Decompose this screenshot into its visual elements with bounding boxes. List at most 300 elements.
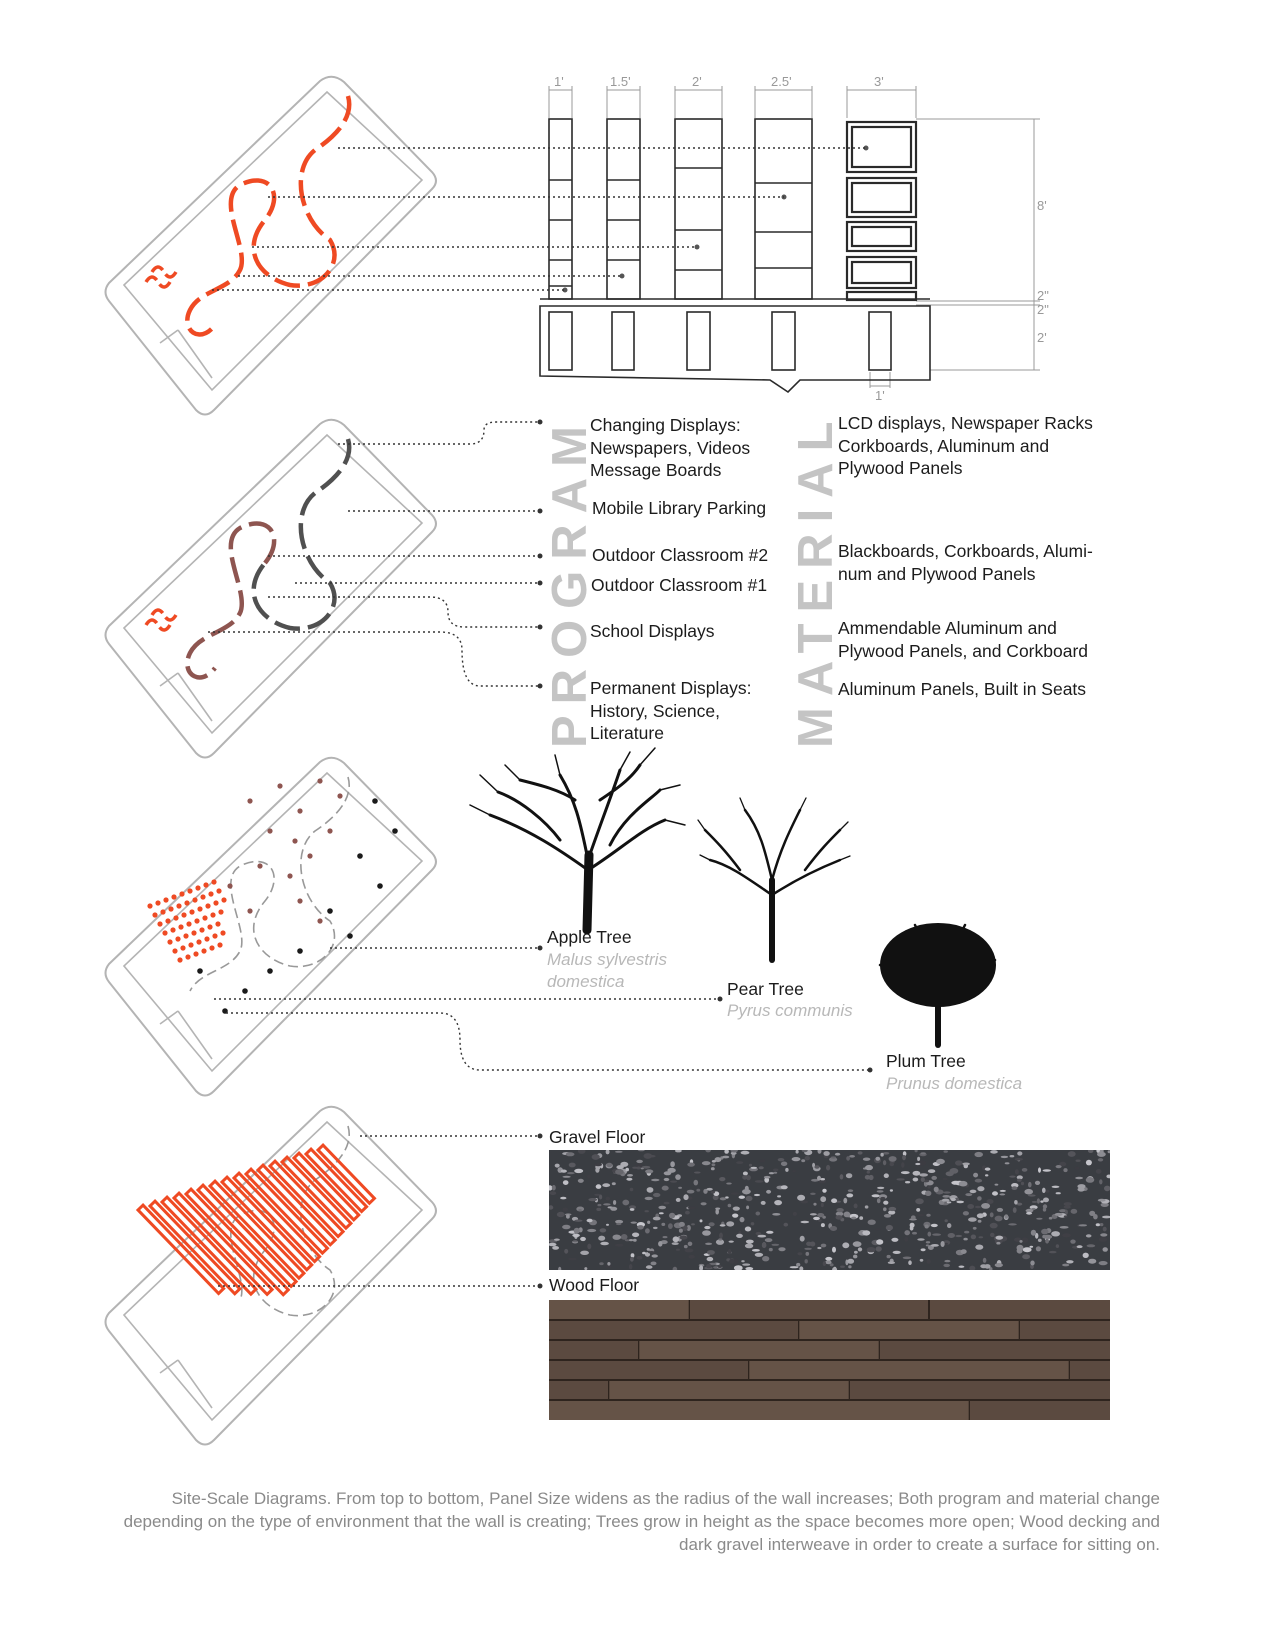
gravel-stone [653,1217,661,1221]
gravel-stone [995,1216,1003,1222]
gravel-stone [853,1241,862,1247]
gravel-stone [600,1228,607,1232]
gravel-stone [968,1217,977,1221]
gravel-stone [557,1212,565,1217]
height-label-2in-a: 2" [1037,288,1049,303]
gravel-stone [1028,1182,1032,1188]
gravel-stone [825,1257,832,1261]
gravel-stone [817,1247,821,1249]
gravel-stone [594,1163,602,1166]
apple-tree-dot [181,912,186,917]
gravel-stone [694,1172,701,1174]
gravel-stone [1017,1179,1022,1182]
apple-tree-dot [176,903,181,908]
program-permanent-displays: Permanent Displays: History, Science, Literature [590,678,752,743]
gravel-stone [985,1168,991,1171]
gravel-stone [629,1264,632,1269]
gravel-stone [910,1226,914,1231]
gravel-stone [977,1186,984,1191]
apple-tree-dot [209,945,214,950]
gravel-stone [742,1263,750,1265]
gravel-stone [630,1188,634,1191]
gravel-stone [1056,1244,1059,1248]
gravel-stone [863,1158,870,1161]
gravel-stone [893,1251,901,1254]
gravel-stone [606,1197,610,1201]
gravel-stone [664,1178,670,1181]
gravel-stone [549,1205,553,1209]
material-lcd-displays: LCD displays, Newspaper Racks Corkboards, Aluminum and Plywood Panels [838,413,1093,478]
gravel-stone [773,1172,777,1174]
gravel-stone [925,1225,929,1229]
apple-tree-dot [201,948,206,953]
apple-tree-dot [165,918,170,923]
footing-label-1ft: 1' [875,388,885,403]
gravel-stone [1045,1190,1049,1193]
gravel-stone [1064,1202,1072,1206]
apple-tree-dot [221,897,226,902]
gravel-stone [928,1232,932,1237]
gravel-stone [990,1233,995,1237]
gravel-stone [984,1264,990,1269]
gravel-stone [990,1150,998,1154]
gravel-stone [955,1235,962,1237]
gravel-stone [877,1190,884,1192]
gravel-stone [746,1196,753,1201]
gravel-stone [990,1223,998,1229]
material-aluminum-panels: Aluminum Panels, Built in Seats [838,679,1087,699]
program-changing-displays: Changing Displays: Newspapers, Videos Message Boards [590,415,751,480]
plum-tree-dot [267,968,273,974]
gravel-stone [587,1229,596,1232]
gravel-stone [564,1249,568,1254]
gravel-stone [729,1241,734,1243]
gravel-stone [1019,1240,1022,1243]
gravel-stone [821,1203,824,1207]
gravel-stone [973,1227,977,1230]
gravel-stone [1012,1186,1018,1190]
gravel-stone [653,1227,658,1229]
gravel-stone [759,1166,764,1169]
gravel-stone [1022,1237,1028,1243]
site-plan-4 [106,1107,437,1445]
gravel-stone [755,1253,763,1257]
gravel-stone [615,1244,623,1247]
gravel-stone [832,1267,837,1270]
pear-tree-dot [267,828,272,833]
gravel-stone [979,1236,984,1238]
gravel-stone [901,1171,910,1174]
material-heading: MATERIAL [789,410,843,748]
gravel-stone [995,1263,1003,1267]
gravel-stone [607,1262,610,1266]
gravel-stone [781,1162,787,1167]
gravel-stone [664,1202,670,1205]
gravel-stone [610,1207,617,1211]
gravel-stone [1096,1169,1102,1174]
pear-tree-dot [277,783,282,788]
gravel-stone [566,1214,570,1218]
gravel-stone [926,1214,930,1217]
gravel-stone [672,1242,679,1245]
gravel-stone [676,1198,681,1202]
program-outdoor-classroom-2: Outdoor Classroom #2 [592,545,769,565]
gravel-stone [629,1239,633,1241]
gravel-stone [1014,1200,1018,1205]
gravel-stone [722,1156,729,1159]
pear-tree-dot [337,793,342,798]
gravel-stone [963,1238,967,1241]
gravel-stone [785,1168,788,1172]
gravel-stone [769,1172,774,1174]
gravel-stone [1043,1169,1051,1172]
apple-tree-dot [160,909,165,914]
gravel-stone [1089,1211,1095,1216]
gravel-stone [853,1255,857,1259]
gravel-stone [573,1240,578,1242]
gravel-stone [814,1165,819,1169]
gravel-stone [652,1254,658,1257]
gravel-stone [995,1184,999,1186]
gravel-stone [959,1266,965,1268]
gravel-stone [876,1239,883,1244]
leader-lines [208,148,870,1286]
gravel-stone [600,1242,609,1246]
gravel-stone [1017,1245,1024,1251]
gravel-stone [917,1157,920,1161]
gravel-stone [1032,1201,1037,1203]
gravel-stone [1103,1227,1107,1232]
gravel-stone [705,1150,711,1152]
gravel-stone [888,1261,895,1264]
gravel-stone [765,1238,773,1242]
gravel-stone [761,1201,766,1205]
gravel-stone [742,1175,747,1180]
gravel-stone [715,1209,719,1215]
gravel-stone [1013,1207,1017,1213]
gravel-stone [1062,1233,1071,1237]
gravel-stone [820,1196,826,1202]
gravel-stone [1043,1198,1049,1203]
gravel-stone [675,1150,682,1152]
gravel-stone [901,1162,904,1168]
gravel-stone [1066,1260,1073,1263]
gravel-stone [684,1245,688,1248]
gravel-stone [1043,1208,1046,1212]
gravel-stone [859,1216,863,1220]
gravel-stone [642,1252,646,1255]
gravel-stone [1042,1188,1046,1193]
gravel-stone [648,1251,655,1254]
gravel-stone [702,1161,711,1165]
gravel-stone [685,1248,694,1252]
gravel-stone [790,1266,799,1268]
apple-tree-dot [168,906,173,911]
gravel-stone [919,1173,928,1176]
plum-tree-label: Plum Tree [886,1051,966,1071]
gravel-stone [962,1163,970,1166]
gravel-stone [659,1212,664,1214]
gravel-stone [718,1266,723,1268]
gravel-stone [1001,1156,1008,1158]
height-label-2ft: 2' [1037,330,1047,345]
gravel-stone [771,1244,779,1246]
gravel-stone [854,1251,858,1254]
gravel-stone [718,1238,722,1240]
gravel-stone [880,1197,885,1200]
gravel-stone [862,1230,870,1235]
apple-tree-dot [167,939,172,944]
gravel-stone [818,1219,822,1221]
gravel-stone [823,1261,826,1266]
gravel-stone [1096,1223,1100,1226]
gravel-stone [996,1236,1004,1240]
gravel-stone [764,1176,771,1179]
gravel-stone [797,1195,805,1201]
gravel-stone [720,1197,726,1200]
gravel-stone [792,1170,796,1172]
gravel-floor-label: Gravel Floor [549,1127,646,1147]
gravel-stone [602,1183,610,1187]
gravel-stone [1099,1261,1108,1265]
gravel-stone [1102,1216,1110,1219]
gravel-stone [751,1222,755,1225]
gravel-stone [926,1244,929,1246]
plum-tree-dot [327,908,333,914]
gravel-stone [749,1164,752,1167]
pear-tree-dot [247,798,252,803]
gravel-stone [757,1235,766,1238]
gravel-stone [606,1163,612,1167]
gravel-stone [944,1150,948,1152]
gravel-stone [1062,1264,1069,1267]
gravel-stone [890,1189,893,1191]
gravel-stone [921,1177,925,1182]
gravel-stone [704,1226,710,1229]
gravel-stone [772,1213,780,1216]
apple-tree-dot [179,891,184,896]
gravel-stone [904,1230,910,1235]
gravel-stone [975,1245,983,1250]
gravel-stone [777,1195,781,1197]
gravel-stone [1103,1247,1108,1252]
gravel-stone [621,1234,628,1240]
apple-tree-dot [197,906,202,911]
gravel-stone [642,1166,650,1169]
gravel-stone [1070,1240,1075,1244]
apple-tree-dot [193,951,198,956]
gravel-stone [846,1173,852,1178]
gravel-stone [943,1264,950,1267]
gravel-stone [897,1178,905,1180]
gravel-stone [1064,1215,1068,1217]
gravel-stone [804,1248,812,1250]
gravel-stone [921,1152,926,1154]
gravel-stone [1051,1231,1060,1236]
gravel-stone [562,1176,570,1178]
gravel-stone [588,1198,597,1201]
gravel-stone [766,1231,773,1234]
gravel-stone [836,1215,843,1220]
gravel-stone [902,1155,906,1160]
gravel-stone [587,1219,593,1222]
gravel-stone [805,1156,810,1160]
gravel-stone [915,1150,918,1152]
gravel-stone [823,1151,829,1156]
gravel-stone [742,1189,751,1194]
gravel-stone [734,1265,743,1270]
gravel-stone [633,1239,637,1242]
gravel-stone [662,1186,669,1191]
gravel-stone [732,1214,738,1218]
gravel-stone [1077,1245,1083,1248]
gravel-stone [877,1198,881,1203]
gravel-stone [912,1232,917,1235]
apple-tree-dot [178,924,183,929]
gravel-stone [679,1222,685,1227]
gravel-stone [1106,1175,1110,1179]
gravel-stone [622,1200,629,1206]
gravel-stone [1076,1160,1081,1162]
pear-tree-dot [327,828,332,833]
gravel-stone [836,1208,843,1212]
gravel-stone [796,1263,800,1267]
gravel-stone [1100,1233,1107,1236]
gravel-stone [712,1160,716,1163]
gravel-stone [959,1181,968,1187]
width-label-2ft: 2' [692,74,702,89]
gravel-stone [1108,1150,1110,1153]
gravel-stone [967,1204,974,1209]
gravel-stone [720,1224,726,1226]
apple-tree-dot [155,900,160,905]
gravel-stone [1026,1212,1032,1215]
gravel-stone [636,1160,643,1163]
plum-tree-image [880,923,996,1045]
gravel-stone [1031,1208,1035,1210]
plum-tree-dot [197,968,203,974]
gravel-stone [726,1183,732,1185]
gravel-stone [1038,1239,1042,1242]
gravel-stone [903,1257,912,1260]
gravel-stone [726,1221,734,1226]
gravel-stone [842,1242,849,1248]
gravel-stone [688,1207,696,1210]
apple-tree-dot [185,954,190,959]
gravel-stone [963,1211,969,1215]
gravel-stone [701,1202,707,1205]
gravel-stone [948,1233,955,1238]
gravel-stone [888,1207,896,1211]
gravel-stone [599,1195,602,1200]
gravel-floor-image [549,1150,1110,1270]
gravel-stone [858,1151,863,1154]
gravel-stone [1017,1151,1022,1155]
gravel-stone [880,1153,883,1157]
gravel-stone [1098,1199,1106,1202]
gravel-stone [801,1221,810,1223]
gravel-stone [651,1179,659,1182]
gravel-stone [934,1187,939,1193]
width-label-2-5ft: 2.5' [771,74,792,89]
gravel-stone [631,1253,635,1257]
wood-floor-image [549,1300,1110,1420]
width-label-1-5ft: 1.5' [610,74,631,89]
gravel-stone [865,1205,869,1208]
gravel-stone [817,1176,821,1181]
apple-tree-dot [173,915,178,920]
gravel-stone [631,1222,638,1224]
gravel-stone [931,1224,938,1227]
gravel-stone [843,1198,847,1204]
gravel-stone [996,1242,1000,1245]
apple-tree-dot [180,945,185,950]
gravel-stone [920,1259,924,1262]
apple-tree-dot [157,921,162,926]
gravel-stone [711,1167,715,1170]
gravel-stone [975,1206,981,1208]
gravel-stone [724,1150,729,1154]
site-plan-2 [106,420,437,758]
gravel-stone [813,1217,820,1220]
gravel-stone [1015,1169,1019,1174]
gravel-stone [694,1180,699,1186]
gravel-stone [696,1189,700,1192]
gravel-stone [835,1153,840,1156]
gravel-stone [669,1213,675,1219]
gravel-stone [625,1168,629,1172]
width-label-3ft: 3' [874,74,884,89]
gravel-stone [670,1181,677,1183]
gravel-stone [683,1194,688,1200]
pear-tree-dot [227,883,232,888]
gravel-stone [854,1204,858,1209]
apple-tree-label: Apple Tree [547,927,632,947]
gravel-stone [981,1203,990,1209]
plum-tree-dot [392,828,398,834]
gravel-stone [977,1196,982,1200]
apple-tree-dot [210,912,215,917]
gravel-stone [970,1190,977,1194]
gravel-stone [955,1160,963,1165]
pear-tree-dot [297,898,302,903]
gravel-stone [883,1207,887,1211]
gravel-stone [821,1223,825,1227]
gravel-stone [1086,1234,1092,1237]
gravel-stone [876,1246,882,1251]
gravel-stone [817,1213,824,1217]
gravel-stone [931,1176,937,1180]
gravel-stone [1100,1223,1104,1226]
apple-tree-dot [208,891,213,896]
gravel-stone [931,1244,939,1247]
gravel-stone [574,1228,580,1234]
gravel-stone [977,1213,984,1218]
gravel-stone [983,1258,987,1263]
gravel-stone [778,1247,785,1251]
plum-tree-dot [297,948,303,954]
gravel-stone [830,1226,837,1231]
gravel-stone [1078,1187,1085,1191]
gravel-stone [712,1163,716,1166]
gravel-stone [904,1237,908,1242]
gravel-stone [1010,1155,1015,1157]
pear-tree-dot [317,778,322,783]
gravel-stone [562,1208,568,1212]
gravel-stone [875,1228,881,1230]
gravel-stone [884,1214,891,1218]
gravel-stone [728,1249,731,1255]
